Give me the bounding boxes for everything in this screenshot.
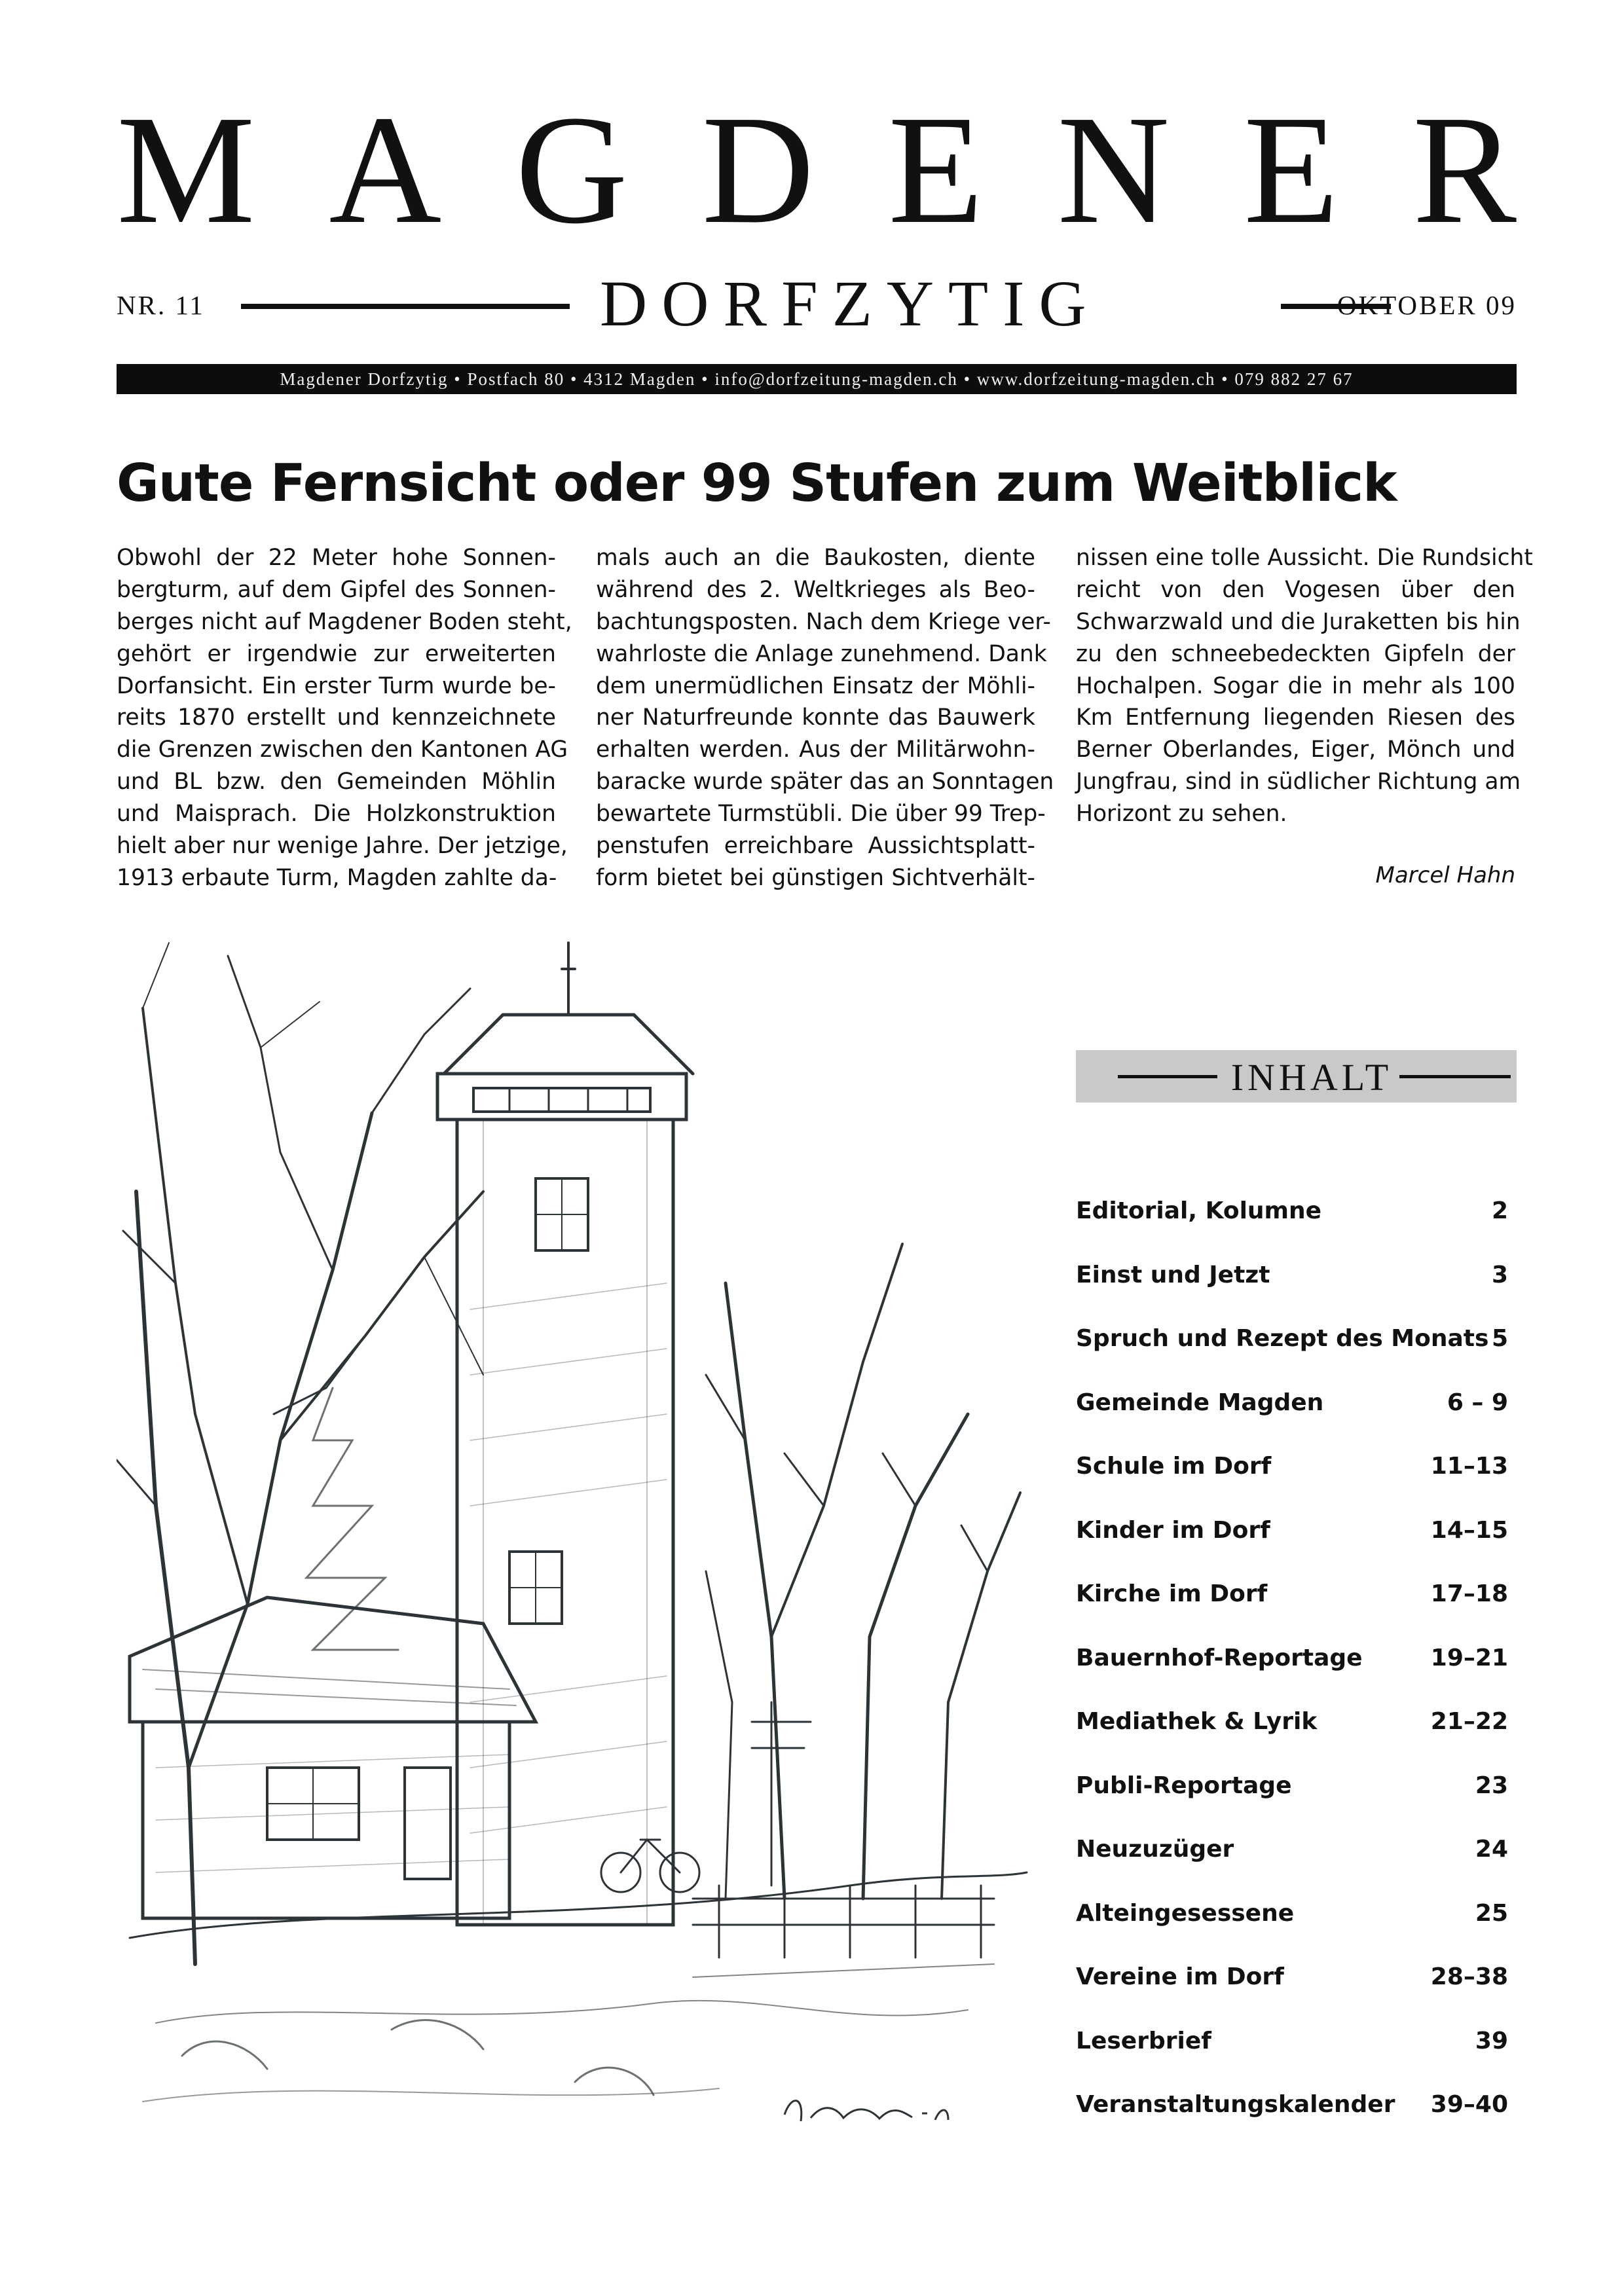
toc-item-page: 5 [1491,1325,1508,1352]
text-line: Jungfrau, sind in südlicher Richtung am [1076,769,1521,795]
toc-item-label: Bauernhof-Reportage [1076,1644,1363,1671]
toc-item[interactable] [1076,1389,1508,1453]
toc-item-page: 28–38 [1430,1963,1508,1990]
toc-item-page: 39 [1475,2027,1508,2054]
toc-item[interactable] [1076,1453,1508,1517]
text-line: Obwohl der 22 Meter hohe Sonnen- [117,545,556,571]
text-line: form bietet bei günstigen Sichtverhält- [596,864,1035,891]
toc-item[interactable] [1076,1262,1508,1326]
masthead-letter: M [117,84,255,256]
masthead-subtitle: DORFZYTIG [600,267,1101,340]
toc-item-page: 6 – 9 [1447,1389,1508,1416]
text-line: hielt aber nur wenige Jahre. Der jetzige, [117,833,568,860]
toc-item-label: Kinder im Dorf [1076,1516,1270,1544]
toc-item[interactable] [1076,1772,1508,1836]
article-author: Marcel Hahn [1375,862,1515,888]
toc-item[interactable] [1076,2091,1508,2155]
toc-item-label: Editorial, Kolumne [1076,1197,1322,1224]
divider-rule [1399,1075,1511,1078]
toc-item[interactable] [1076,1900,1508,1964]
toc-item-page: 14–15 [1430,1516,1508,1544]
text-line: und BL bzw. den Gemeinden Möhlin [117,769,556,795]
text-line: Horizont zu sehen. [1076,801,1287,828]
toc-item-label: Leserbrief [1076,2027,1211,2054]
toc-item-page: 11–13 [1430,1453,1508,1480]
text-line: bewartete Turmstübli. Die über 99 Trep- [596,801,1046,828]
toc-item-label: Kirche im Dorf [1076,1580,1268,1607]
toc-item-page: 3 [1491,1261,1508,1288]
toc-item[interactable] [1076,1963,1508,2028]
article-column-3 [1076,542,1533,830]
text-line: bergturm, auf dem Gipfel des Sonnen- [117,576,556,603]
toc-item[interactable] [1076,1580,1508,1645]
toc-item-label: Alteingesessene [1076,1899,1295,1927]
toc-item-label: Neuzuzüger [1076,1836,1234,1863]
toc-header [1076,1050,1517,1102]
text-line: erhalten werden. Aus der Militärwohn- [596,737,1035,763]
toc-item-label: Publi-Reportage [1076,1772,1292,1799]
text-line: bachtungsposten. Nach dem Kriege ver- [596,608,1051,635]
masthead-letter: G [515,84,628,256]
text-line: ner Naturfreunde konnte das Bauwerk [596,704,1035,731]
toc-item-label: Vereine im Dorf [1076,1963,1284,1990]
text-line: berges nicht auf Magdener Boden steht, [117,608,572,635]
toc-item-label: Gemeinde Magden [1076,1389,1324,1416]
contact-bar: Magdener Dorfzytig • Postfach 80 • 4312 Magden • info@dorfzeitung-magden.ch • www.dorfzeitung-magden.ch • 079 882 27 67 [117,364,1517,394]
masthead-letter: R [1412,84,1517,256]
toc-item-page: 17–18 [1430,1580,1508,1607]
text-line: Km Entfernung liegenden Riesen des [1076,704,1515,731]
text-line: während des 2. Weltkrieges als Beo- [596,576,1035,603]
issue-number: NR. 11 [117,290,205,320]
text-line: Dorfansicht. Ein erster Turm wurde be- [117,672,556,699]
text-line: Berner Oberlandes, Eiger, Mönch und [1076,737,1515,763]
text-line: reicht von den Vogesen über den [1076,576,1515,603]
text-line: nissen eine tolle Aussicht. Die Rundsicht [1076,545,1533,571]
text-line: die Grenzen zwischen den Kantonen AG [117,737,568,763]
toc-item[interactable] [1076,1325,1508,1389]
article-column-2 [596,542,1054,894]
masthead-title [117,84,1517,256]
toc-item[interactable] [1076,1197,1508,1262]
toc-item-page: 21–22 [1430,1708,1508,1735]
text-line: und Maisprach. Die Holzkonstruktion [117,801,556,828]
masthead-letter: E [888,84,984,256]
text-line: zu den schneebedeckten Gipfeln der [1076,640,1515,667]
masthead-letter: D [701,84,815,256]
toc-item-page: 19–21 [1430,1644,1508,1671]
toc-item-page: 23 [1475,1772,1508,1799]
divider-rule [241,304,570,309]
text-line: gehört er irgendwie zur erweiterten [117,640,556,667]
toc-list [1076,1197,1508,2155]
toc-item-label: Einst und Jetzt [1076,1261,1270,1288]
text-line: dem unermüdlichen Einsatz der Möhli- [596,672,1035,699]
toc-item[interactable] [1076,1708,1508,1772]
toc-item-page: 2 [1491,1197,1508,1224]
masthead-subrow [117,267,1517,340]
toc-item[interactable] [1076,2028,1508,2092]
text-line: baracke wurde später das an Sonntagen [596,769,1054,795]
toc-item-page: 25 [1475,1899,1508,1927]
article-headline: Gute Fernsicht oder 99 Stufen zum Weitblick [117,453,1397,513]
toc-item-label: Veranstaltungskalender [1076,2091,1395,2118]
artist-signature [784,2101,948,2121]
text-line: Schwarzwald und die Juraketten bis hin [1076,608,1521,635]
toc-title: INHALT [1230,1056,1393,1099]
text-line: Hochalpen. Sogar die in mehr als 100 [1076,672,1515,699]
article-column-1 [117,542,572,894]
toc-item[interactable] [1076,1836,1508,1900]
toc-item-label: Schule im Dorf [1076,1453,1272,1480]
toc-item-page: 24 [1475,1836,1508,1863]
toc-item-page: 39–40 [1430,2091,1508,2118]
toc-item-label: Mediathek & Lyrik [1076,1708,1318,1735]
text-line: penstufen erreichbare Aussichtsplatt- [596,833,1035,860]
text-line: mals auch an die Baukosten, diente [596,545,1035,571]
masthead-letter: E [1244,84,1339,256]
text-line: reits 1870 erstellt und kennzeichnete [117,704,556,731]
masthead-letter: A [329,84,442,256]
text-line: 1913 erbaute Turm, Magden zahlte da- [117,864,557,891]
text-line: wahrloste die Anlage zunehmend. Dank [596,640,1047,667]
toc-item[interactable] [1076,1517,1508,1581]
issue-date: OKTOBER 09 [1337,290,1517,320]
toc-item-label: Spruch und Rezept des Monats [1076,1325,1489,1352]
tower-sketch-illustration [117,917,1033,2167]
masthead-letter: N [1057,84,1170,256]
toc-item[interactable] [1076,1645,1508,1709]
divider-rule [1118,1075,1217,1078]
